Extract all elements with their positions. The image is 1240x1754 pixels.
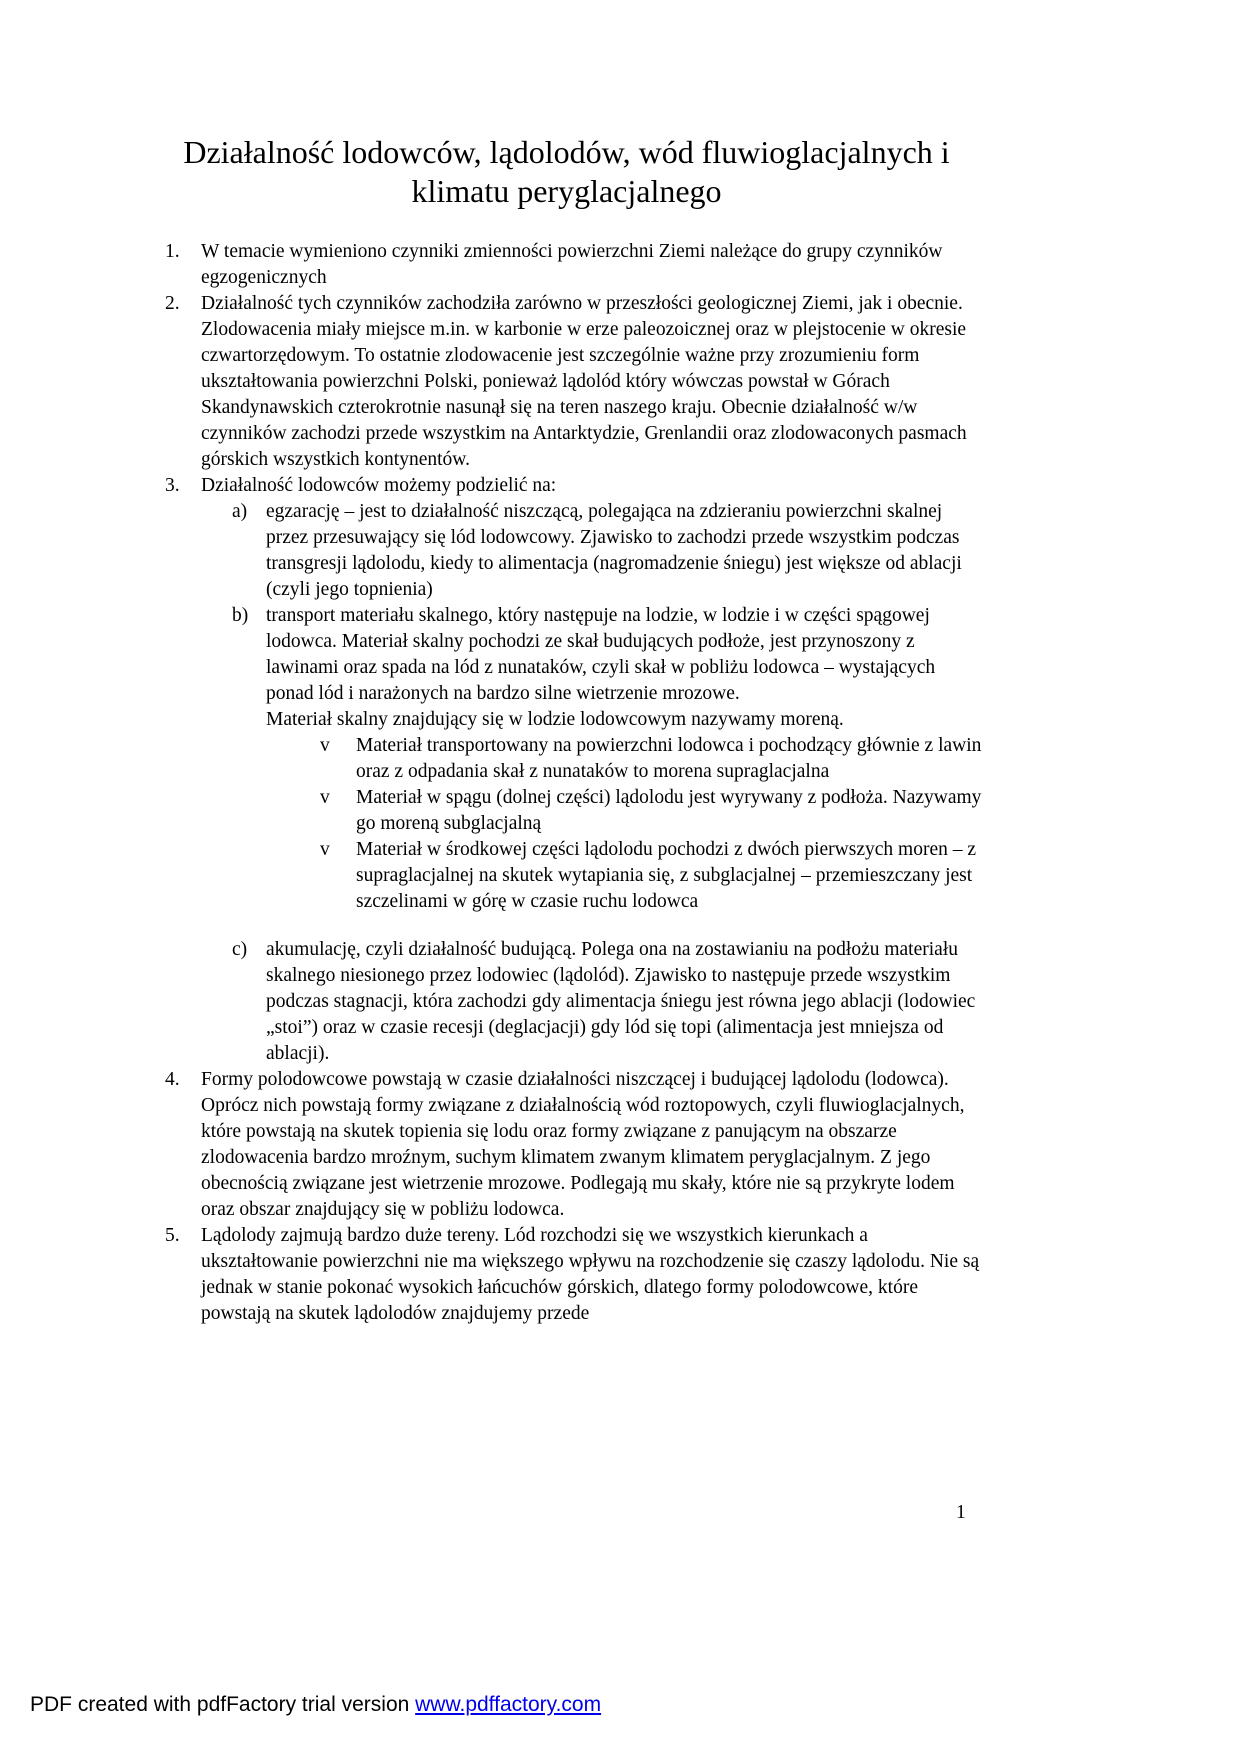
list-item-5: [150, 1223, 983, 1327]
page-title: Działalność lodowców, lądolodów, wód fluwioglacjalnych i klimatu peryglacjalnego: [183, 134, 950, 209]
list-item-4: [150, 1067, 983, 1223]
list-item-text: Formy polodowcowe powstają w czasie działalności niszczącej i budującej lądolodu (lodowca). Oprócz nich powstają formy związane z działalnością wód roztopowych, czyli fluwioglacjalnych, które powstają na skutek topienia się lodu oraz formy związane z panującym na obszarze zlodowacenia bardzo mroźnym, suchym klimatem zwanym klimatem peryglacjalnym. Z jego obecnością związane jest wietrzenie mrozowe. Podlegają mu skały, które nie są przykryte lodem oraz obszar znajdujący się w pobliżu lodowca.: [201, 1069, 965, 1220]
pdf-footer: [30, 1692, 601, 1718]
list-marker: 3.: [165, 475, 180, 496]
list-item-note: Materiał skalny znajdujący się w lodzie lodowcowym nazywamy moreną.: [266, 709, 844, 730]
list-item-text: Lądolody zajmują bardzo duże tereny. Lód rozchodzi się we wszystkich kierunkach a ukształtowanie powierzchni nie ma większego wpływu na rozchodzenie się czaszy lądolodu. Nie są jednak w stanie pokonać wysokich łańcuchów górskich, dlatego formy polodowcowe, które powstają na skutek lądolodów znajdujemy przede: [201, 1225, 980, 1324]
list-item-text: W temacie wymieniono czynniki zmienności powierzchni Ziemi należące do grupy czynników egzogenicznych: [201, 241, 943, 288]
bullet-marker: v: [320, 839, 330, 860]
bullet-marker: v: [320, 787, 330, 808]
list-item-3: [150, 473, 983, 499]
bullet-text: Materiał w środkowej części lądolodu pochodzi z dwóch pierwszych moren – z supraglacjalnej na skutek wytapiania się, z subglacjalnej – przemieszczany jest szczelinami w górę w czasie ruchu lodowca: [356, 839, 977, 912]
page-number: 1: [956, 1502, 966, 1523]
list-item-text: egzarację – jest to działalność niszczącą, polegająca na zdzieraniu powierzchni skalnej przez przesuwający się lód lodowcowy. Zjawisko to zachodzi przede wszystkim podczas transgresji lądolodu, kiedy to alimentacja (nagromadzenie śniegu) jest większe od ablacji (czyli jego topnienia): [266, 501, 962, 600]
list-item-paragraph: transport materiału skalnego, który następuje na lodzie, w lodzie i w części spągowej lodowca. Materiał skalny pochodzi ze skał budujących podłoże, jest przynoszony z lawinami oraz spada na lód z nunataków, czyli skał w pobliżu lodowca – wystających ponad lód i narażonych na bardzo silne wietrzenie mrozowe.: [266, 605, 936, 704]
list-marker: 2.: [165, 293, 180, 314]
list-item-1: [150, 239, 983, 291]
list-marker: 5.: [165, 1225, 180, 1246]
list-item-3b: [150, 603, 983, 733]
list-item-text: akumulację, czyli działalność budującą. Polega ona na zostawianiu na podłożu materiału skalnego niesionego przez lodowiec (lądolód). Zjawisko to następuje przede wszystkim podczas stagnacji, która zachodzi gdy alimentacja śniegu jest równa jego ablacji (lodowiec „stoi”) oraz w czasie recesji (deglacjacji) gdy lód się topi (alimentacja jest mniejsza od ablacji).: [266, 939, 976, 1064]
morena-bullet-2: [150, 785, 983, 837]
list-item-text: Działalność lodowców możemy podzielić na:: [201, 475, 557, 496]
list-item-3c: [150, 937, 983, 1067]
bullet-text: Materiał transportowany na powierzchni lodowca i pochodzący głównie z lawin oraz z odpadania skał z nunataków to morena supraglacjalna: [356, 735, 982, 782]
list-item-text: Działalność tych czynników zachodziła zarówno w przeszłości geologicznej Ziemi, jak i obecnie. Zlodowacenia miały miejsce m.in. w karbonie w erze paleozoicznej oraz w plejstocenie w okresie czwartorzędowym. To ostatnie zlodowacenie jest szczególnie ważne przy zrozumieniu form ukształtowania powierzchni Polski, ponieważ lądolód który wówczas powstał w Górach Skandynawskich czterokrotnie nasunął się na teren naszego kraju. Obecnie działalność w/w czynników zachodzi przede wszystkim na Antarktydzie, Grenlandii oraz zlodowaconych pasmach górskich wszystkich kontynentów.: [201, 293, 967, 470]
pdffactory-link[interactable]: www.pdffactory.com: [415, 1693, 602, 1716]
bullet-text: Materiał w spągu (dolnej części) lądolodu jest wyrywany z podłoża. Nazywamy go moreną subglacjalną: [356, 787, 982, 834]
footer-text: PDF created with pdfFactory trial version: [30, 1693, 416, 1716]
morena-bullet-3: [150, 837, 983, 915]
list-marker: b): [232, 605, 249, 626]
bullet-marker: v: [320, 735, 330, 756]
list-item-text: [266, 603, 983, 733]
document-content: [150, 133, 983, 1327]
list-marker: a): [232, 501, 248, 522]
list-item-3a: [150, 499, 983, 603]
morena-bullet-1: [150, 733, 983, 785]
list-marker: 4.: [165, 1069, 180, 1090]
list-item-2: [150, 291, 983, 473]
list-marker: c): [232, 939, 248, 960]
list-marker: 1.: [165, 241, 180, 262]
